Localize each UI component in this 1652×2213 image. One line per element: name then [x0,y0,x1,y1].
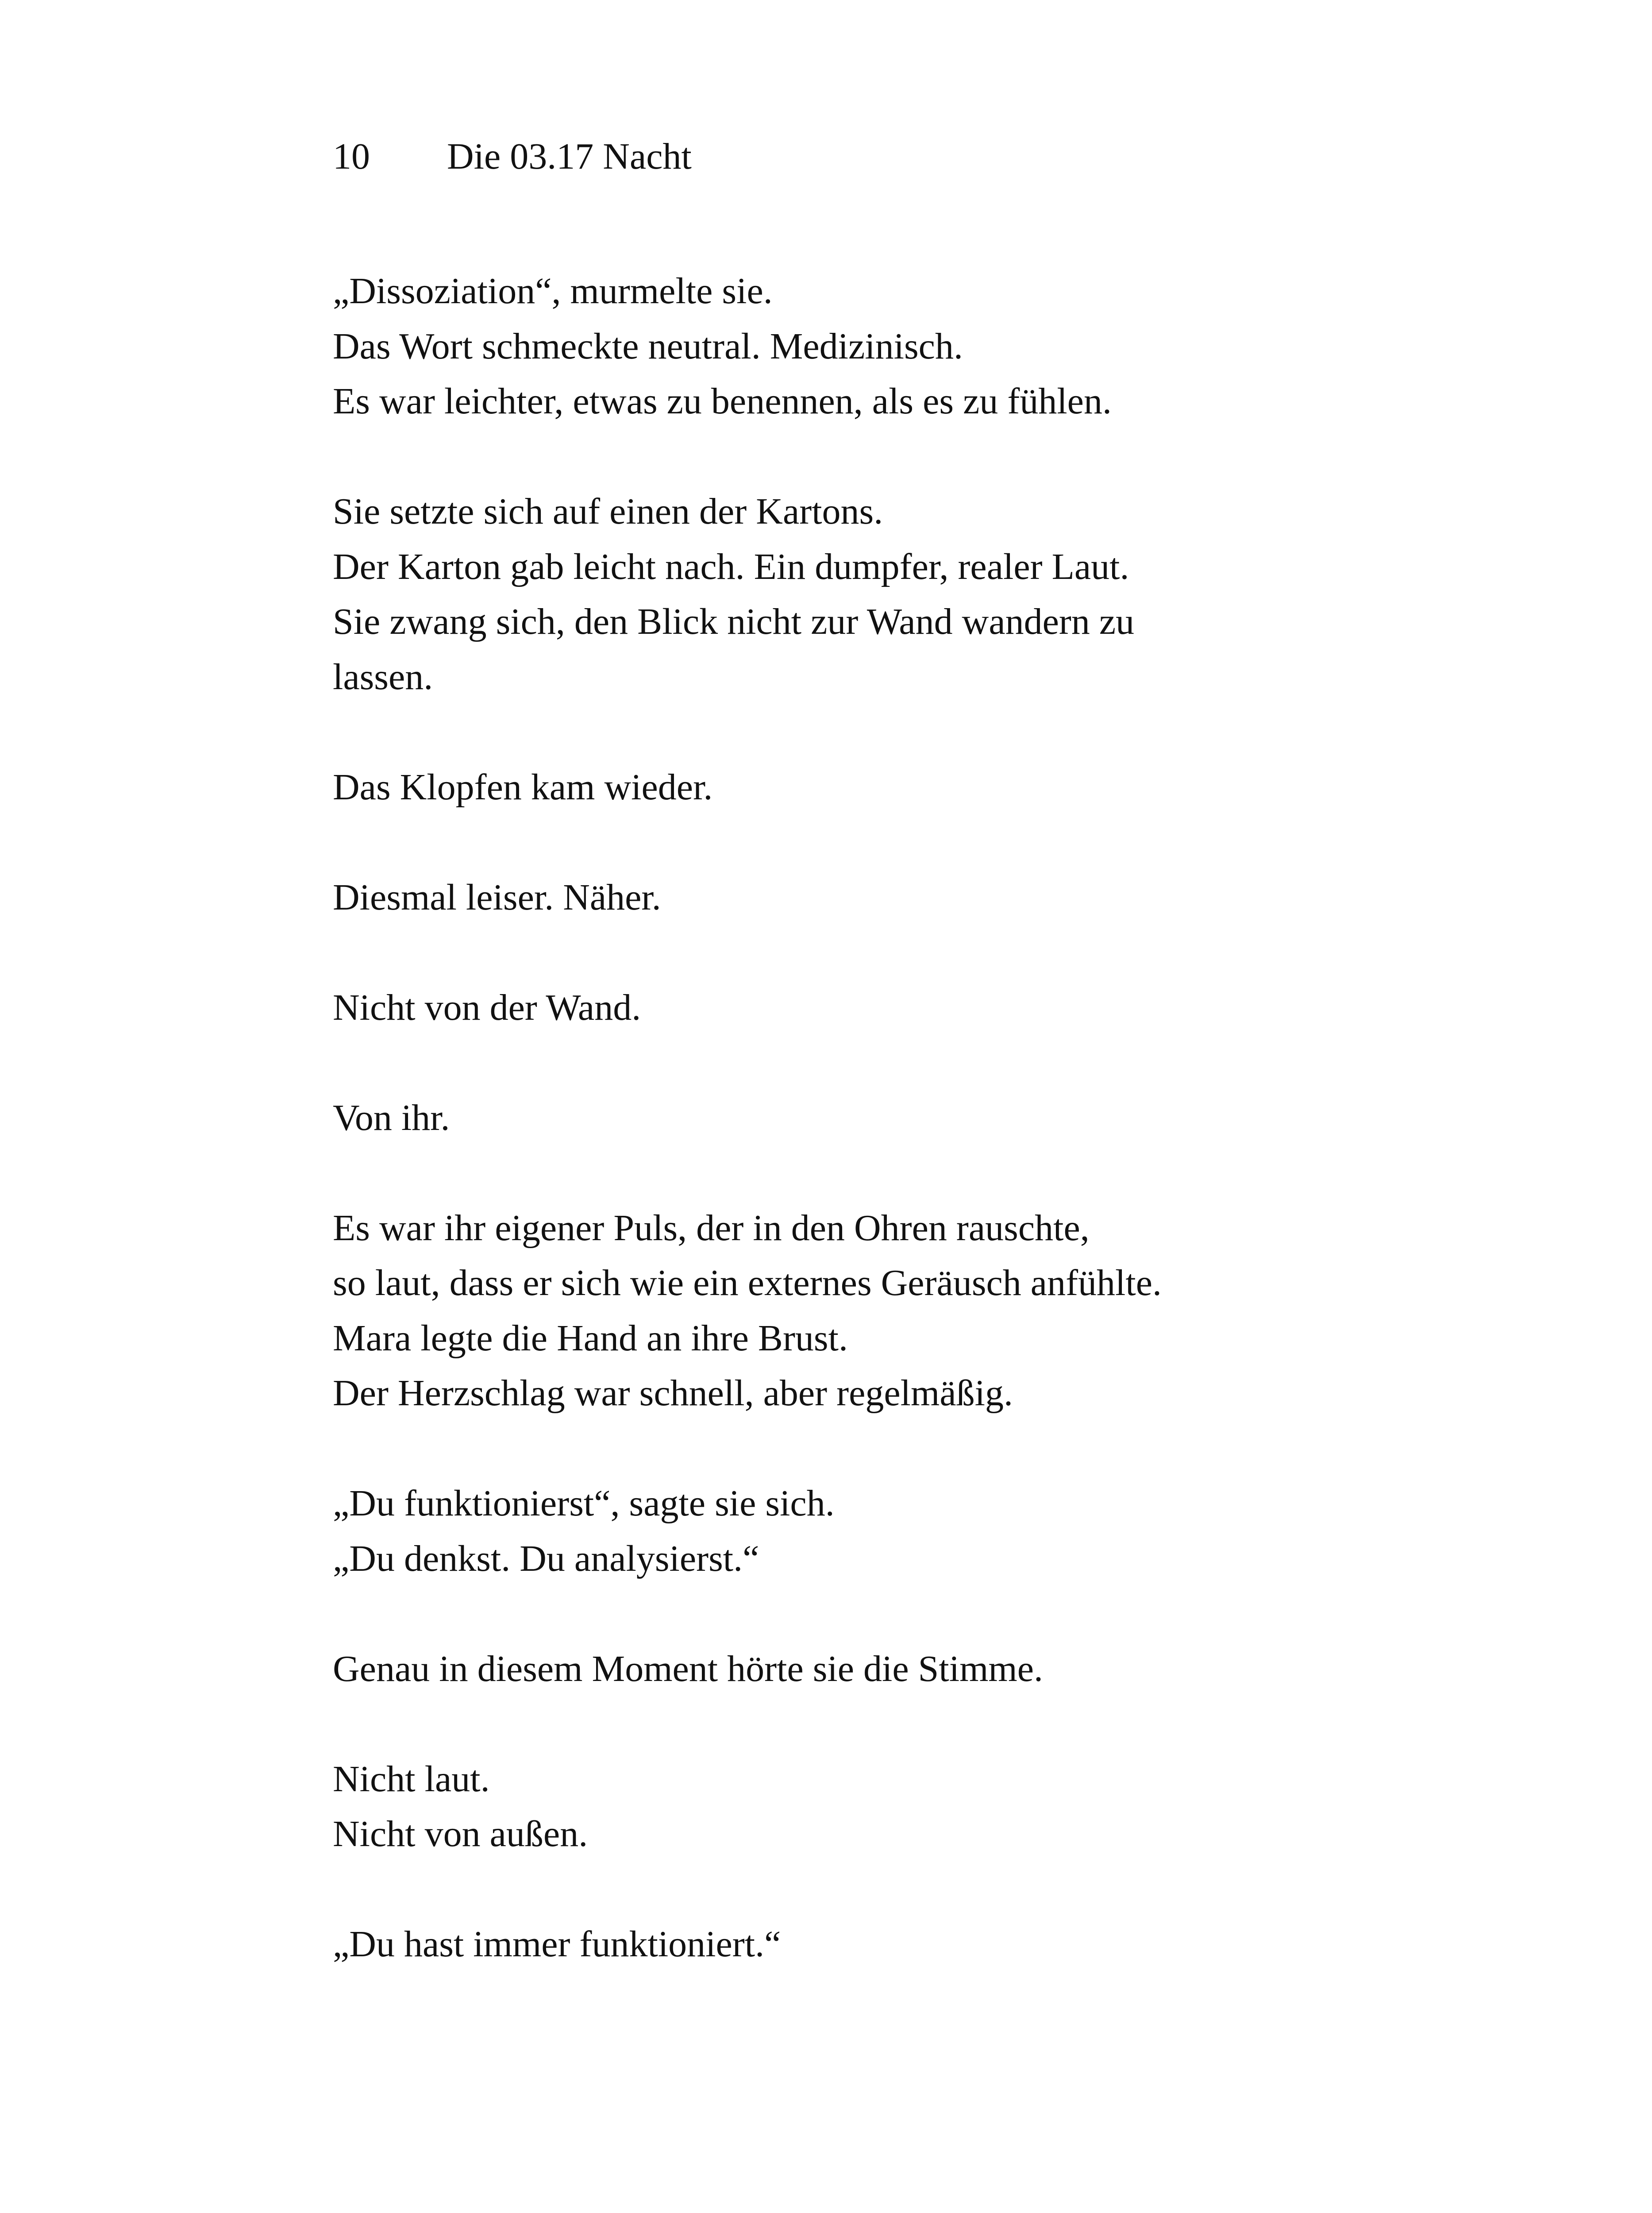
text-line: Sie zwang sich, den Blick nicht zur Wand wandern zu [333,601,1135,642]
paragraph [333,1642,1333,1697]
text-line: Genau in diesem Moment hörte sie die Stimme. [333,1648,1044,1689]
text-line: Das Wort schmeckte neutral. Medizinisch. [333,325,963,367]
paragraph [333,1476,1333,1586]
running-header [333,129,692,184]
paragraph [333,1091,1333,1146]
text-line: Sie setzte sich auf einen der Kartons. [333,491,883,532]
text-line: Mara legte die Hand an ihre Brust. [333,1317,848,1359]
text-line: „Du hast immer funktioniert.“ [333,1924,781,1965]
text-line: lassen. [333,656,433,698]
text-line: Der Karton gab leicht nach. Ein dumpfer, realer Laut. [333,546,1129,587]
text-line: Es war leichter, etwas zu benennen, als es zu fühlen. [333,381,1112,422]
text-line: so laut, dass er sich wie ein externes Geräusch anfühlte. [333,1262,1162,1303]
text-line: Es war ihr eigener Puls, der in den Ohren rauschte, [333,1207,1090,1249]
paragraph [333,1752,1333,1862]
paragraph [333,484,1333,705]
running-title: Die 03.17 Nacht [447,136,692,177]
text-line: Nicht von der Wand. [333,987,641,1028]
page-number: 10 [333,136,370,177]
text-line: Der Herzschlag war schnell, aber regelmäßig. [333,1373,1013,1414]
text-line: „Du funktionierst“, sagte sie sich. [333,1483,835,1524]
text-line: „Dissoziation“, murmelte sie. [333,270,773,312]
body-text [333,264,1333,2027]
paragraph [333,870,1333,925]
text-line: Nicht laut. [333,1758,490,1800]
text-line: Von ihr. [333,1097,450,1138]
text-line: Das Klopfen kam wieder. [333,766,713,808]
text-line: Nicht von außen. [333,1813,588,1854]
paragraph [333,980,1333,1036]
paragraph [333,760,1333,815]
paragraph [333,264,1333,429]
paragraph [333,1201,1333,1421]
text-line: „Du denkst. Du analysierst.“ [333,1538,759,1579]
paragraph [333,1917,1333,1972]
text-line: Diesmal leiser. Näher. [333,876,661,918]
